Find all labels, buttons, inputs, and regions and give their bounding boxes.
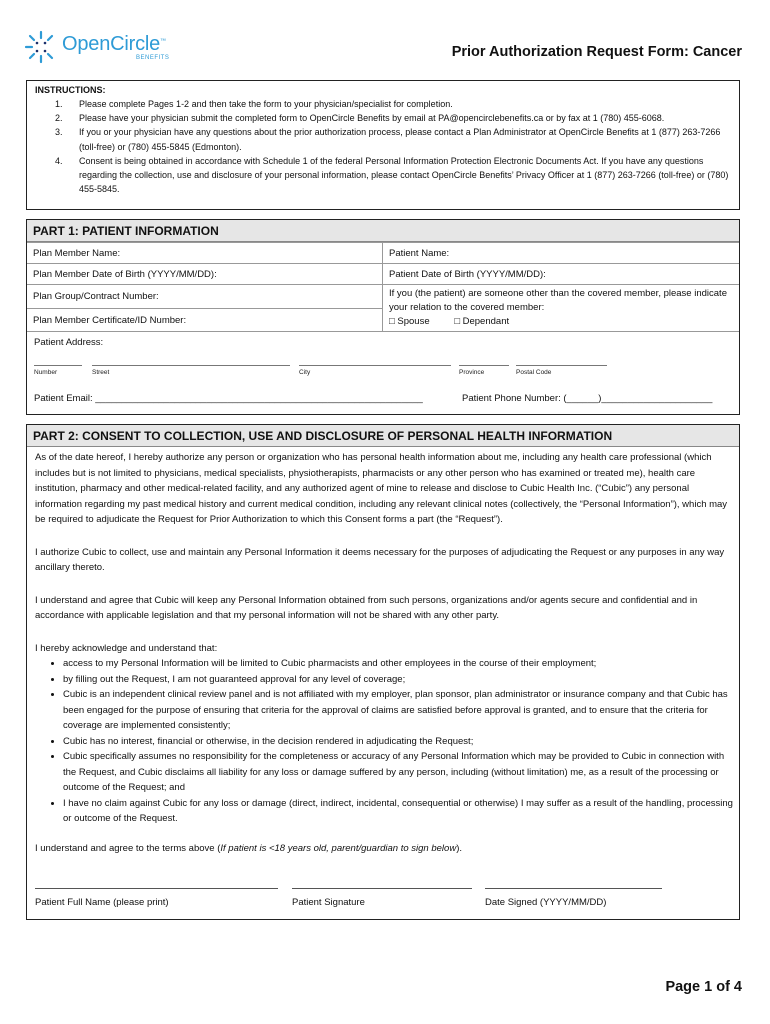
consent-paragraph: As of the date hereof, I hereby authorize any person or organization who has personal health information about me, including any health care professional (which includes but is not limited to physicians, medical specialists, physiotherapists, pharmacists or any other person who has examined or treated me), health care institution, pharmacy and other medical-related facility, and any authorized agent of mine to release and disclose to Cubic Health Inc. (“Cubic”) any personal information regarding my past medical history and current medical condition, including any relevant clinical notes (collectively, the “Personal Information”), which may be required to adjudicate the Request for Prior Authorization to which this Consent forms a part (the “Request”). [35, 452, 728, 525]
list-item: • Cubic specifically assumes no responsibility for the completeness or accuracy of any Personal Information which may be provided to Cubic in connection with the Request, and Cubic disclaims all liability for any loss or damage suffered by any person, including (without limitation) me, as a result of the processing or outcome of the Request; and [63, 749, 733, 796]
row-plan-relation [27, 284, 739, 332]
address-province-line[interactable] [459, 365, 509, 366]
agree-statement: I understand and agree to the terms above (If patient is <18 years old, parent/guardian to sign below). [35, 842, 462, 854]
full-name-label: Patient Full Name (please print) [35, 897, 169, 908]
plan-member-cert-field[interactable]: Plan Member Certificate/ID Number: [33, 314, 187, 326]
instruction-item: 1. Please complete Pages 1-2 and then take the form to your physician/specialist for completion. [55, 99, 453, 109]
list-item: • access to my Personal Information will be limited to Cubic pharmacists and other employees in the course of their employment; [63, 656, 733, 672]
address-number-label: Number [34, 369, 58, 376]
date-signed-line[interactable] [485, 888, 662, 889]
row-dob [27, 263, 739, 285]
page-number: Page 1 of 4 [665, 979, 742, 995]
logo-wordmark: OpenCircle™ [62, 33, 166, 55]
address-city-label: City [299, 369, 311, 376]
list-item: • by filling out the Request, I am not guaranteed approval for any level of coverage; [63, 672, 733, 688]
part1-section [26, 219, 740, 415]
plan-member-dob-field[interactable]: Plan Member Date of Birth (YYYY/MM/DD): [33, 269, 217, 280]
row-address [27, 331, 739, 384]
patient-name-field[interactable]: Patient Name: [389, 248, 450, 259]
relation-text: If you (the patient) are someone other than the covered member, please indicate your relation to the covered member: [389, 288, 727, 313]
address-street-line[interactable] [92, 365, 290, 366]
instructions-heading: INSTRUCTIONS: [35, 85, 106, 95]
consent-paragraph: I understand and agree that Cubic will keep any Personal Information obtained from such persons, organizations and/or agents secure and confidential and in accordance with applicable legislation and that my personal information will not be shared with any other party. [35, 594, 698, 621]
address-city-line[interactable] [299, 365, 451, 366]
signature-label: Patient Signature [292, 897, 365, 908]
address-postal-label: Postal Code [516, 369, 552, 376]
row-contact [27, 383, 739, 415]
part2-section [26, 424, 740, 920]
patient-signature-line[interactable] [292, 888, 472, 889]
opencircle-logo [24, 30, 194, 66]
relation-block [389, 287, 733, 329]
consent-paragraph: I authorize Cubic to collect, use and maintain any Personal Information it deems necessary for the purposes of adjudicating the Request or any purposes in any way ancillary thereto. [35, 546, 725, 573]
instructions-list [55, 97, 730, 196]
instruction-item: 4. Consent is being obtained in accordance with Schedule 1 of the federal Personal Information Protection Electronic Documents Act. If you have any questions regarding the collection, use and disclosure of your personal information, please contact OpenCircle Benefits’ Privacy Officer at 1 (877) 263-7266 (toll-free) or (780) 455-5845. [55, 155, 729, 195]
instruction-item: 2. Please have your physician submit the completed form to OpenCircle Benefits by email at PA@opencirclebenefits.ca or by fax at 1 (780) 455-6068. [55, 113, 665, 124]
instruction-item: 3. If you or your physician have any questions about the prior authorization process, please contact a Plan Administrator at OpenCircle Benefits at 1 (877) 263-7266 (toll-free) or (780) 455-5845 (Edmonton). [55, 127, 721, 152]
patient-email-field[interactable]: Patient Email: ______________________________________________________________ [34, 393, 423, 404]
address-street-label: Street [92, 369, 110, 376]
patient-phone-field[interactable]: Patient Phone Number: (______)_____________________ [462, 393, 713, 404]
acknowledge-intro: I hereby acknowledge and understand that: [35, 642, 218, 654]
part2-heading: PART 2: CONSENT TO COLLECTION, USE AND DISCLOSURE OF PERSONAL HEALTH INFORMATION [27, 425, 739, 447]
part1-heading: PART 1: PATIENT INFORMATION [27, 220, 739, 242]
consent-body [35, 450, 733, 856]
patient-dob-field[interactable]: Patient Date of Birth (YYYY/MM/DD): [389, 269, 546, 280]
plan-group-field[interactable]: Plan Group/Contract Number: [33, 291, 159, 302]
plan-member-name-field[interactable]: Plan Member Name: [33, 248, 121, 259]
form-title: Prior Authorization Request Form: Cancer [451, 44, 742, 60]
address-number-line[interactable] [34, 365, 82, 366]
address-province-label: Province [459, 369, 485, 376]
list-item: • I have no claim against Cubic for any loss or damage (direct, indirect, incidental, consequential or otherwise) I may suffer as a result of the handling, processing or outcome of the Request. [63, 796, 733, 827]
list-item: • Cubic has no interest, financial or otherwise, in the decision rendered in adjudicating the Request; [63, 734, 733, 750]
instructions-box [26, 80, 740, 210]
patient-address-label: Patient Address: [34, 337, 104, 348]
row-names [27, 242, 739, 264]
list-item: • Cubic is an independent clinical review panel and is not affiliated with my employer, plan sponsor, plan administrator or insurance company and that Cubic has been engaged for the purpose of ensuring that criteria for the approval of claims are satisfied before approval is granted, and to ensure that the criteria for coverage are implemented consistently; [63, 687, 733, 734]
acknowledge-list [35, 656, 733, 827]
logo-subtitle: BENEFITS [136, 55, 170, 61]
dependant-checkbox[interactable]: □ Dependant [454, 316, 510, 327]
burst-icon [24, 30, 60, 64]
spouse-checkbox[interactable]: □ Spouse [389, 316, 430, 327]
full-name-signature-line[interactable] [35, 888, 278, 889]
date-signed-label: Date Signed (YYYY/MM/DD) [485, 897, 607, 908]
address-postal-line[interactable] [516, 365, 607, 366]
